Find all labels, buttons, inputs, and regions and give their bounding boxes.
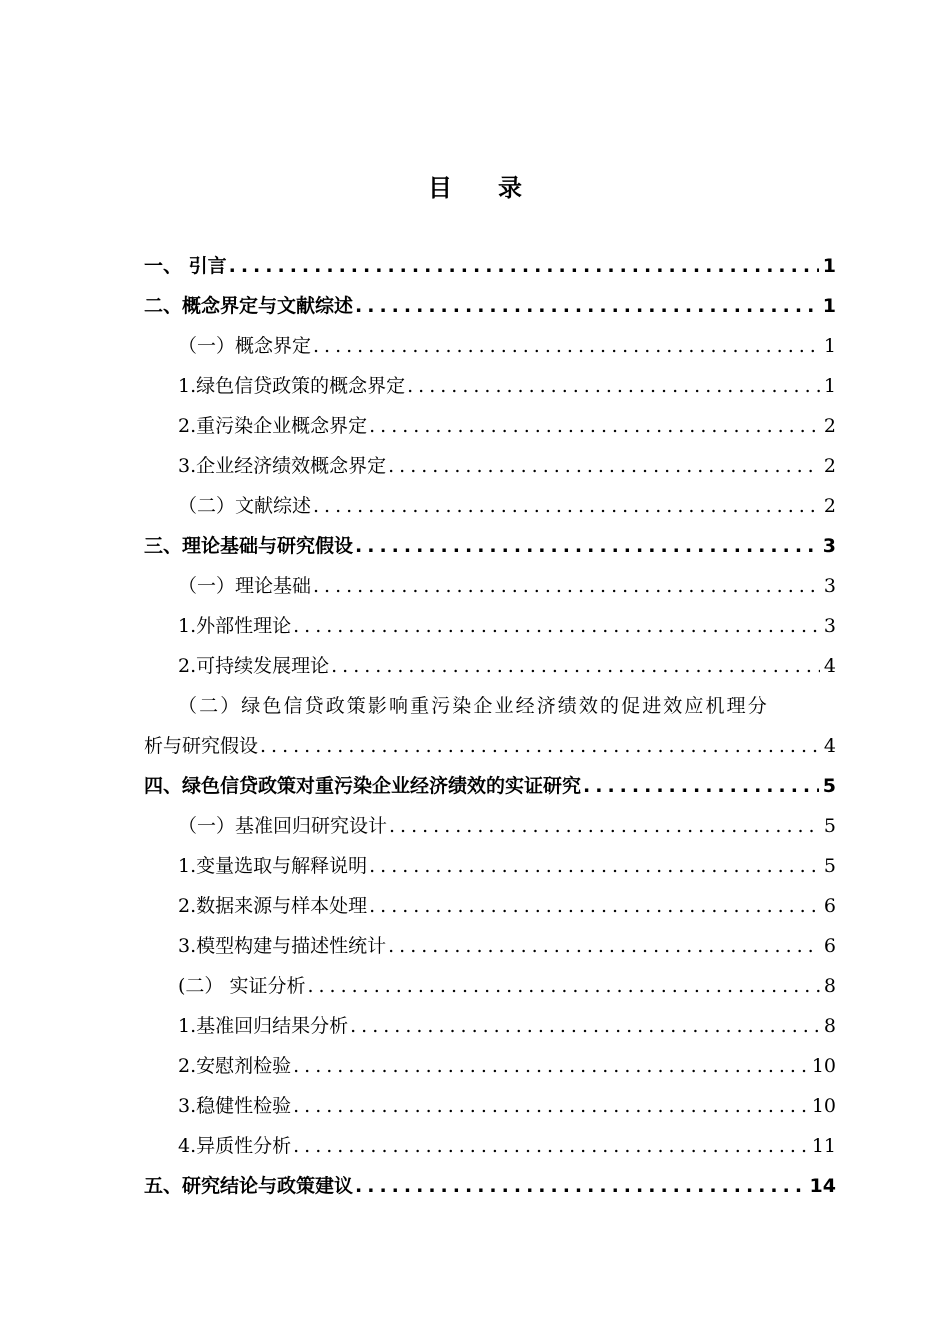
toc-entry-page-number: 10 xyxy=(811,1095,836,1117)
toc-entry-page-number: 6 xyxy=(823,935,836,957)
dot-leader xyxy=(369,846,820,886)
toc-title xyxy=(0,168,950,208)
toc-entry-page-number: 2 xyxy=(823,495,836,517)
toc-entry-label: （二）文献综述 xyxy=(178,495,312,517)
toc-entry-concept-definition[interactable] xyxy=(144,326,836,366)
toc-list xyxy=(144,246,836,1206)
toc-entry-baseline-results[interactable] xyxy=(144,1006,836,1046)
toc-title-second-char: 录 xyxy=(498,174,522,202)
toc-entry-heavy-polluting-definition[interactable] xyxy=(144,406,836,446)
toc-entry-label: （一）概念界定 xyxy=(178,335,312,357)
toc-entry-label: 四、绿色信贷政策对重污染企业经济绩效的实证研究 xyxy=(144,775,582,797)
toc-entry-label: 2.安慰剂检验 xyxy=(178,1055,292,1077)
toc-entry-model-construction[interactable] xyxy=(144,926,836,966)
toc-entry-variable-selection[interactable] xyxy=(144,846,836,886)
toc-entry-label: 3.模型构建与描述性统计 xyxy=(178,935,387,957)
toc-entry-sustainable-development-theory[interactable] xyxy=(144,646,836,686)
toc-entry-placebo-test[interactable] xyxy=(144,1046,836,1086)
toc-entry-label: 二、概念界定与文献综述 xyxy=(144,295,354,317)
toc-entry-label: 1.基准回归结果分析 xyxy=(178,1015,349,1037)
toc-entry-conclusions[interactable] xyxy=(144,1166,836,1206)
toc-entry-mechanism-analysis[interactable] xyxy=(144,686,836,726)
dot-leader xyxy=(369,406,820,446)
toc-entry-empirical-study[interactable] xyxy=(144,766,836,806)
toc-entry-page-number: 3 xyxy=(822,535,836,557)
toc-entry-page-number: 1 xyxy=(823,375,836,397)
toc-entry-concepts-and-literature[interactable] xyxy=(144,286,836,326)
toc-entry-label: 2.重污染企业概念界定 xyxy=(178,415,368,437)
toc-entry-page-number: 5 xyxy=(823,855,836,877)
toc-entry-economic-performance-definition[interactable] xyxy=(144,446,836,486)
toc-entry-page-number: 1 xyxy=(823,335,836,357)
dot-leader xyxy=(260,726,820,766)
toc-entry-page-number: 10 xyxy=(811,1055,836,1077)
dot-leader xyxy=(331,646,820,686)
toc-title-first-char: 目 xyxy=(428,174,452,202)
toc-entry-page-number: 2 xyxy=(823,415,836,437)
toc-entry-label: (二） 实证分析 xyxy=(178,975,306,997)
toc-entry-data-sources[interactable] xyxy=(144,886,836,926)
dot-leader xyxy=(293,1086,808,1126)
toc-entry-page-number: 2 xyxy=(823,455,836,477)
toc-entry-page-number: 4 xyxy=(823,655,836,677)
toc-entry-label: 3.稳健性检验 xyxy=(178,1095,292,1117)
toc-entry-page-number: 1 xyxy=(822,255,836,277)
dot-leader xyxy=(369,886,820,926)
toc-entry-heterogeneity-analysis[interactable] xyxy=(144,1126,836,1166)
toc-entry-label: 三、理论基础与研究假设 xyxy=(144,535,354,557)
toc-entry-label: 1.绿色信贷政策的概念界定 xyxy=(178,375,406,397)
toc-entry-mechanism-analysis-continued[interactable] xyxy=(144,726,836,766)
toc-entry-robustness-test[interactable] xyxy=(144,1086,836,1126)
toc-entry-baseline-design[interactable] xyxy=(144,806,836,846)
dot-leader xyxy=(350,1006,820,1046)
toc-entry-label: 3.企业经济绩效概念界定 xyxy=(178,455,387,477)
toc-entry-literature-review[interactable] xyxy=(144,486,836,526)
toc-entry-page-number: 14 xyxy=(809,1175,836,1197)
toc-entry-green-credit-definition[interactable] xyxy=(144,366,836,406)
toc-entry-label: 2.可持续发展理论 xyxy=(178,655,330,677)
toc-entry-label-continued: 析与研究假设 xyxy=(144,735,259,757)
toc-entry-empirical-analysis[interactable] xyxy=(144,966,836,1006)
toc-entry-page-number: 1 xyxy=(822,295,836,317)
toc-entry-page-number: 6 xyxy=(823,895,836,917)
toc-entry-label: （一）基准回归研究设计 xyxy=(178,815,388,837)
dot-leader xyxy=(313,566,820,606)
dot-leader xyxy=(293,1126,808,1166)
dot-leader xyxy=(307,966,819,1006)
toc-entry-page-number: 3 xyxy=(823,575,836,597)
toc-entry-label: （一）理论基础 xyxy=(178,575,312,597)
toc-entry-theory-and-hypotheses[interactable] xyxy=(144,526,836,566)
dot-leader xyxy=(313,486,820,526)
dot-leader xyxy=(583,766,819,806)
toc-entry-page-number: 3 xyxy=(823,615,836,637)
dot-leader xyxy=(355,526,819,566)
toc-entry-introduction[interactable] xyxy=(144,246,836,286)
toc-entry-label: 2.数据来源与样本处理 xyxy=(178,895,368,917)
toc-entry-page-number: 11 xyxy=(811,1135,836,1157)
toc-entry-label: 一、 引言 xyxy=(144,255,227,277)
dot-leader xyxy=(355,286,819,326)
toc-entry-label: （二）绿色信贷政策影响重污染企业经济绩效的促进效应机理分 xyxy=(178,695,769,717)
dot-leader xyxy=(313,326,820,366)
dot-leader xyxy=(355,1166,806,1206)
dot-leader xyxy=(407,366,820,406)
toc-entry-externality-theory[interactable] xyxy=(144,606,836,646)
toc-entry-page-number: 5 xyxy=(822,775,836,797)
toc-entry-theoretical-basis[interactable] xyxy=(144,566,836,606)
toc-entry-page-number: 5 xyxy=(823,815,836,837)
toc-entry-page-number: 8 xyxy=(823,975,836,997)
toc-entry-label: 1.外部性理论 xyxy=(178,615,292,637)
dot-leader xyxy=(293,1046,808,1086)
dot-leader xyxy=(388,446,820,486)
dot-leader xyxy=(389,806,820,846)
toc-entry-label: 五、研究结论与政策建议 xyxy=(144,1175,354,1197)
toc-entry-page-number: 4 xyxy=(823,735,836,757)
toc-entry-label: 4.异质性分析 xyxy=(178,1135,292,1157)
dot-leader xyxy=(229,246,819,286)
dot-leader xyxy=(293,606,820,646)
toc-entry-label: 1.变量选取与解释说明 xyxy=(178,855,368,877)
toc-entry-page-number: 8 xyxy=(823,1015,836,1037)
dot-leader xyxy=(388,926,820,966)
